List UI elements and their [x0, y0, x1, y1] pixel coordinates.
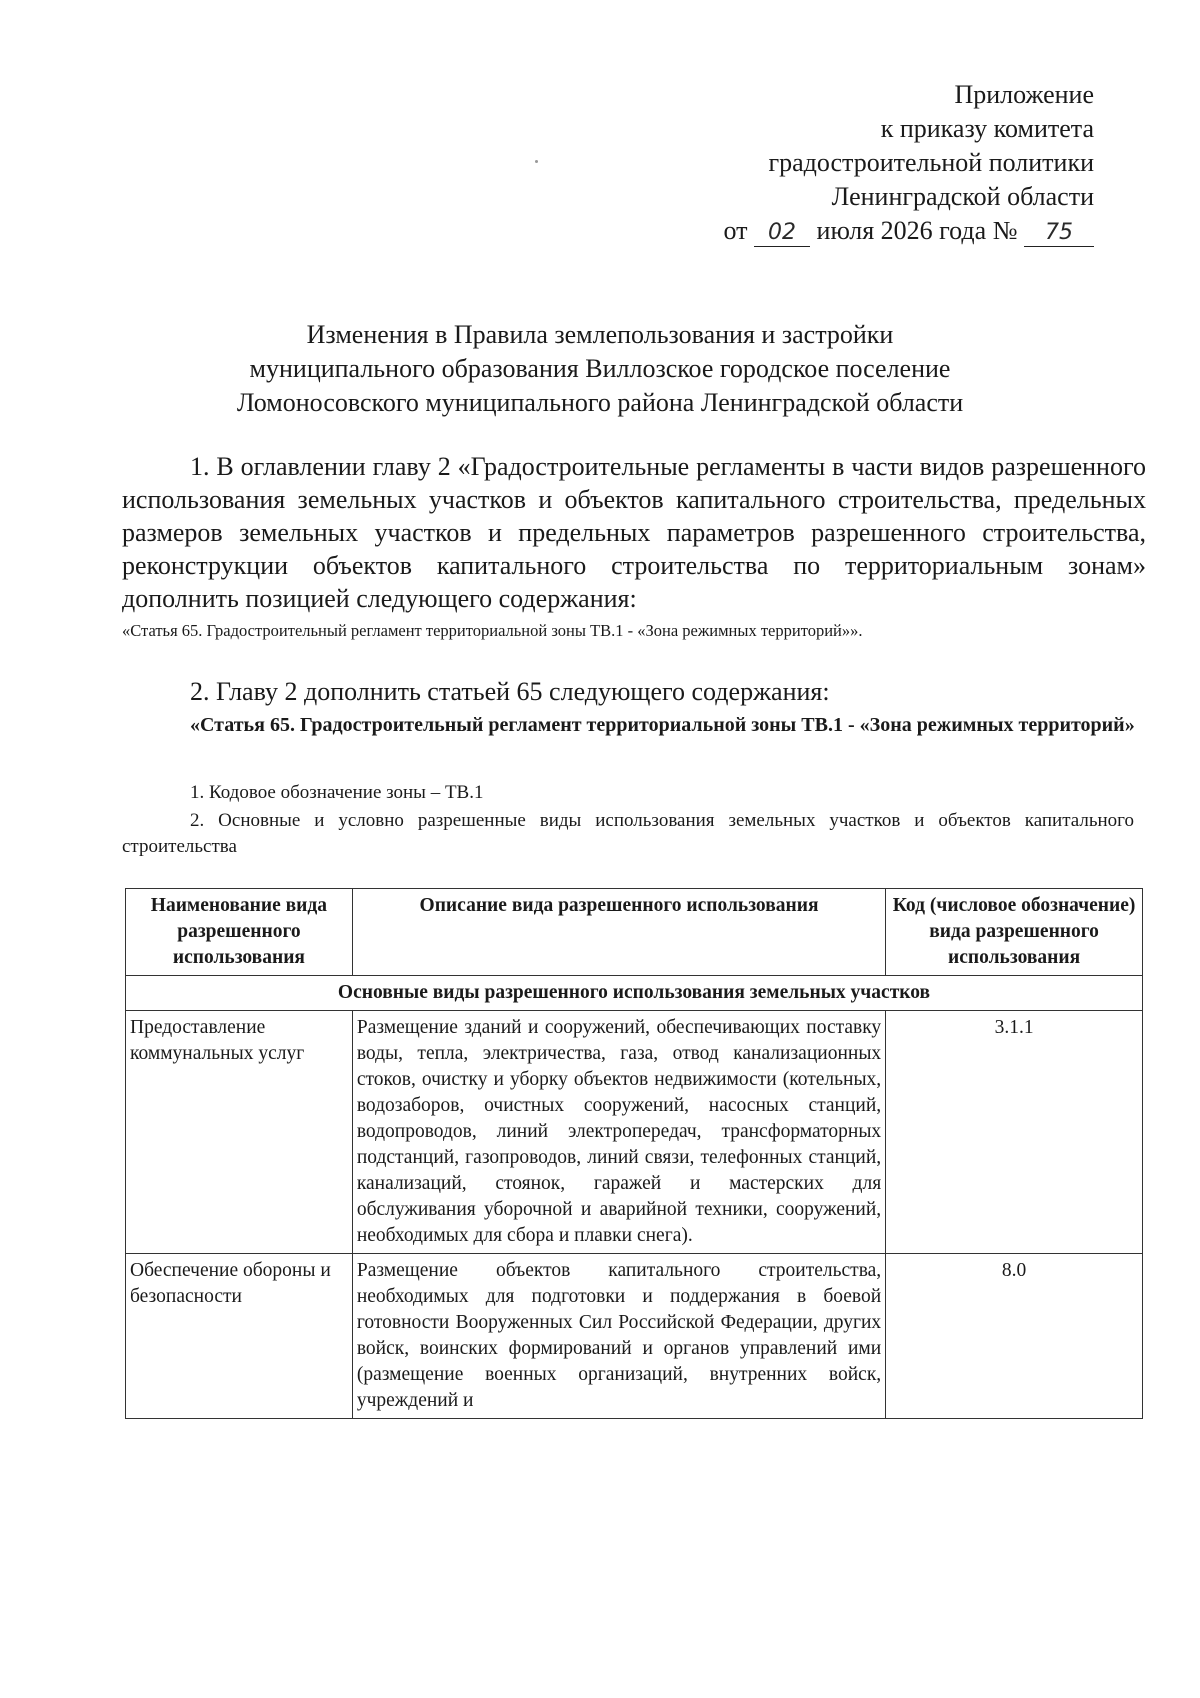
appendix-line-1: Приложение: [954, 80, 1094, 109]
title-line-2: муниципального образования Виллозское городское поселение: [249, 354, 951, 383]
paragraph-1: 1. В оглавлении главу 2 «Градостроительные регламенты в части видов разрешенного использования земельных участков и объектов капитального строительства, предельных размеров земельных участков и предельных параметров разрешенного строительства, реконструкции объектов капитального строительства по территориальным зонам» дополнить позицией следующего содержания:: [122, 452, 1146, 613]
row-name: Обеспечение обороны и безопасности: [126, 1254, 353, 1419]
header-name: Наименование вида разрешенного использования: [126, 889, 353, 976]
row-description: Размещение объектов капитального строительства, необходимых для подготовки и поддержания в боевой готовности Вооруженных Сил Российской Федерации, других войск, воинских формирований и органов управлений ими (размещение военных организаций, внутренних войск, учреждений и: [352, 1254, 885, 1419]
appendix-line-3: градостроительной политики: [768, 148, 1094, 177]
appendix-date-line: [724, 214, 1095, 248]
table-header-row: [126, 889, 1143, 976]
document-title: [140, 318, 1060, 420]
section-label: Основные виды разрешенного использования земельных участков: [126, 976, 1143, 1011]
date-prefix: от: [723, 216, 748, 245]
paragraph-2: 2. Главу 2 дополнить статьей 65 следующего содержания:: [190, 677, 830, 706]
header-code: Код (числовое обозначение) вида разрешенного использования: [886, 889, 1143, 976]
table-row: [126, 1254, 1143, 1419]
appendix-line-2: к приказу комитета: [880, 114, 1094, 143]
table-section-row: [126, 976, 1143, 1011]
row-name: Предоставление коммунальных услуг: [126, 1011, 353, 1254]
row-description: Размещение зданий и сооружений, обеспечивающих поставку воды, тепла, электричества, газа, отвод канализационных стоков, очистку и уборку объектов недвижимости (котельных, водозаборов, очистных сооружений, насосных станций, водопроводов, линий электропередач, трансформаторных подстанций, газопроводов, линий связи, телефонных станций, канализаций, стоянок, гаражей и мастерских для обслуживания уборочной и аварийной техники, сооружений, необходимых для сбора и плавки снега).: [352, 1011, 885, 1254]
appendix-header: [724, 78, 1095, 248]
list-item: 1. Кодовое обозначение зоны – ТВ.1: [190, 782, 484, 803]
regulations-table: [125, 888, 1143, 1419]
header-description: Описание вида разрешенного использования: [352, 889, 885, 976]
title-line-3: Ломоносовского муниципального района Ленинградской области: [236, 388, 964, 417]
handwritten-day: 02: [754, 220, 810, 247]
article-title: «Статья 65. Градостроительный регламент территориальной зоны ТВ.1 - «Зона режимных территорий»: [190, 714, 1135, 736]
row-code: 3.1.1: [886, 1011, 1143, 1254]
date-middle: июля 2026 года №: [816, 216, 1018, 245]
title-line-1: Изменения в Правила землепользования и застройки: [306, 320, 894, 349]
handwritten-number: 75: [1024, 220, 1094, 247]
appendix-line-4: Ленинградской области: [831, 182, 1094, 211]
toc-entry: «Статья 65. Градостроительный регламент территориальной зоны ТВ.1 - «Зона режимных территорий»».: [122, 621, 863, 640]
row-code: 8.0: [886, 1254, 1143, 1419]
list-item: 2. Основные и условно разрешенные виды использования земельных участков и объектов капитального строительства: [122, 810, 1134, 857]
scan-speck: [535, 160, 538, 163]
table-row: [126, 1011, 1143, 1254]
